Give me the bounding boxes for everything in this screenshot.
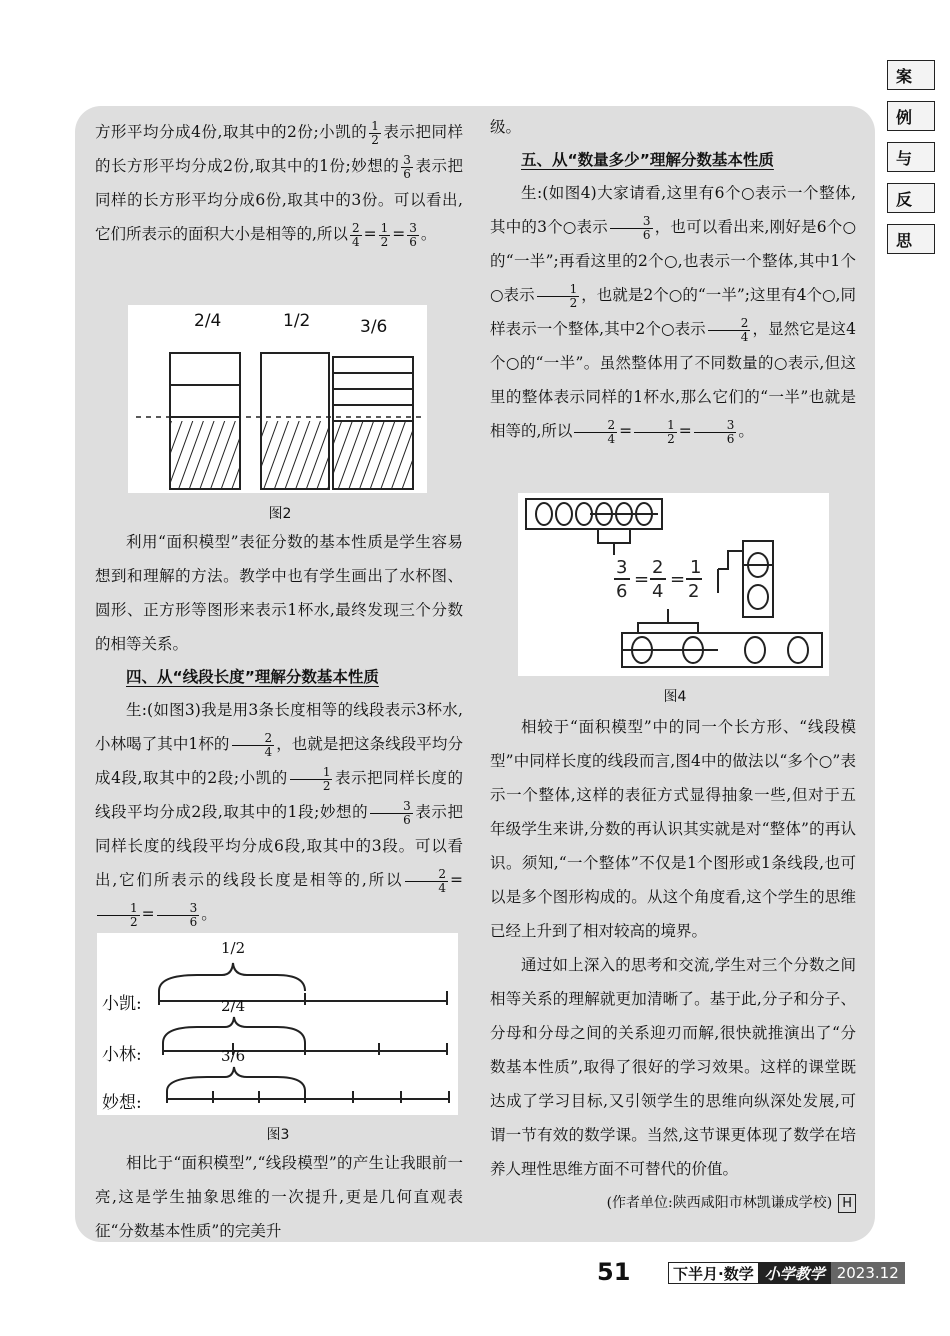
right-column-2 <box>490 710 856 1220</box>
side-tab: 思 <box>887 224 935 254</box>
fraction: $\frac{1}{2}$ <box>371 118 379 147</box>
fig3-fraction-label: 2/4 <box>221 997 246 1015</box>
text: 方形平均分成4份,取其中的2份;小凯的 <box>95 123 368 141</box>
svg-text:1: 1 <box>690 557 702 578</box>
svg-text:=: = <box>670 569 686 590</box>
left-column-2: 利用“面积模型”表征分数的基本性质是学生容易想到和理解的方法。教学中也有学生画出了水杯图、圆形、正方形等图形来表示1杯水,最终发现三个分数的相等关系。 四、从“线段长度”理解分数基本性质 生:(如图3)我是用3条长度相等的线段表示3杯水,小林喝了其中1杯的 $\frac{2}{4}$ ，也就是把这条线段平均分成4段,取其中的2段;小凯的 $\frac{1}{2}$ 表示把同样长度的线段平均分成2段,取其中的1段;妙想的 $\frac{3}{6}$ 表示把同样长度的线段平均分成6段,取其中的3段。可以看出,它们所表示的线段长度是相等的,所以 $\frac{2}{4}$ = $\frac{1}{2}$ = $\frac{3}{6}$ 。 <box>95 525 463 931</box>
side-tab: 例 <box>887 101 935 131</box>
fraction: $\frac{3}{6}$ <box>157 902 200 929</box>
fig3-row-label: 妙想: <box>102 1093 142 1113</box>
section-tabs <box>887 60 937 265</box>
fraction: $\frac{3}{6}$ <box>610 215 653 242</box>
figure-2 <box>128 305 427 493</box>
text: 表示把同样的长方形平均分成6份,取其中的3份。可以看出,它们所表示的面积大小是相等的,所以 <box>95 157 463 243</box>
svg-text:2: 2 <box>688 581 700 602</box>
figure-4-caption: 图4 <box>663 689 687 705</box>
fraction: $\frac{1}{2}$ <box>537 283 580 310</box>
section-heading-4: 四、从“线段长度”理解分数基本性质 <box>126 668 379 686</box>
figure-3 <box>97 933 458 1115</box>
figure-4 <box>518 493 829 676</box>
fraction: $\frac{3}{6}$ <box>409 220 417 249</box>
side-tab: 与 <box>887 142 935 172</box>
fig2-label: 2/4 <box>194 311 222 331</box>
svg-text:4: 4 <box>652 581 664 602</box>
section-heading-5: 五、从“数量多少”理解分数基本性质 <box>521 151 774 169</box>
page-number: 51 <box>597 1258 631 1286</box>
fraction: $\frac{3}{6}$ <box>403 152 411 181</box>
footer-brand: 小学教学 <box>759 1262 831 1284</box>
right-column: 级。 五、从“数量多少”理解分数基本性质 生:(如图4)大家请看,这里有6个○表示一个整体,其中的3个○表示 $\frac{3}{6}$ ，也可以看出来,刚好是6个○的“一半”;再看这里的2个○,也表示一个整体,其中1个○表示 $\frac{1}{2}$ ，也就是2个○的“一半”;这里有4个○,同样表示一个整体,其中2个○表示 $\frac{2}{4}$ ，显然它是这4个○的“一半”。虽然整体用了不同数量的○表示,但这里的整体表示同样的1杯水,那么它们的“一半”也就是相等的,所以 $\frac{2}{4}$ = $\frac{1}{2}$ = $\frac{3}{6}$ 。 <box>490 110 856 448</box>
paragraph: 相比于“面积模型”,“线段模型”的产生让我眼前一亮,这是学生抽象思维的一次提升,更是几何直观表征“分数基本性质”的完美升 <box>95 1154 463 1240</box>
svg-text:3: 3 <box>616 557 628 578</box>
fraction: $\frac{1}{2}$ <box>634 419 677 446</box>
figure-3-drawing <box>97 933 458 1115</box>
fraction: $\frac{3}{6}$ <box>694 419 737 446</box>
figure-2-caption: 图2 <box>268 506 292 522</box>
text: 表示把同样的长方形平均分成2份,取其中的1份;妙想的 <box>95 123 463 175</box>
fraction: $\frac{2}{4}$ <box>708 317 751 344</box>
paragraph: 通过如上深入的思考和交流,学生对三个分数之间相等关系的理解就更加清晰了。基于此,分子和分子、分母和分母之间的关系迎刃而解,很快就推演出了“分数基本性质”,取得了很好的学习效果。这样的课堂既达成了学习目标,又引领学生的思维向纵深处发展,可谓一节有效的数学课。当然,这节课更体现了数学在培养人理性思维方面不可替代的价值。 <box>490 956 856 1178</box>
fraction: $\frac{2}{4}$ <box>232 732 275 759</box>
fig2-label: 3/6 <box>360 317 388 337</box>
fig3-fraction-label: 3/6 <box>221 1047 246 1065</box>
fig3-row-label: 小林: <box>102 1045 142 1065</box>
fig3-fraction-label: 1/2 <box>221 939 246 957</box>
left-column-3 <box>95 1146 463 1248</box>
fraction: $\frac{2}{4}$ <box>405 868 448 895</box>
paragraph: 利用“面积模型”表征分数的基本性质是学生容易想到和理解的方法。教学中也有学生画出了水杯图、圆形、正方形等图形来表示1杯水,最终发现三个分数的相等关系。 <box>95 533 463 653</box>
svg-text:2: 2 <box>652 557 664 578</box>
left-column: 方形平均分成4份,取其中的2份;小凯的 $\frac{1}{2}$ 表示把同样的长方形平均分成2份,取其中的1份;妙想的 $\frac{3}{6}$ 表示把同样的长方形平均分成6份,取其中的3份。可以看出,它们所表示的面积大小是相等的,所以 $\frac{2}{4}$ = $\frac{1}{2}$ = $\frac{3}{6}$ 。 <box>95 118 463 249</box>
text: 级。 <box>490 118 522 136</box>
fig2-label: 1/2 <box>283 311 311 331</box>
side-tab: 反 <box>887 183 935 213</box>
svg-text:=: = <box>634 569 650 590</box>
journal-footer <box>668 1262 905 1284</box>
fraction: $\frac{2}{4}$ <box>351 220 360 249</box>
figure-4-drawing <box>518 493 829 676</box>
footer-date: 2023.12 <box>831 1262 905 1284</box>
side-tab: 案 <box>887 60 935 90</box>
fraction: $\frac{1}{2}$ <box>380 220 389 249</box>
svg-text:6: 6 <box>616 581 628 602</box>
fig3-row-label: 小凯: <box>102 994 142 1014</box>
figure-3-caption: 图3 <box>266 1127 290 1143</box>
fraction: $\frac{2}{4}$ <box>574 419 617 446</box>
fraction: $\frac{1}{2}$ <box>290 766 333 793</box>
end-mark: H <box>838 1194 856 1213</box>
fraction: $\frac{1}{2}$ <box>97 902 140 929</box>
fraction: $\frac{3}{6}$ <box>370 800 413 827</box>
paragraph: 相较于“面积模型”中的同一个长方形、“线段模型”中同样长度的线段而言,图4中的做法以“多个○”表示一个整体,这样的表征方式显得抽象一些,但对于五年级学生来讲,分数的再认识其实就是对“整体”的再认识。须知,“一个整体”不仅是1个图形或1条线段,也可以是多个图形构成的。从这个角度看,这个学生的思维已经上升到了相对较高的境界。 <box>490 718 856 940</box>
author-affiliation: (作者单位:陕西咸阳市林凯谦成学校) H <box>490 1186 856 1220</box>
footer-issue: 下半月·数学 <box>668 1262 759 1284</box>
